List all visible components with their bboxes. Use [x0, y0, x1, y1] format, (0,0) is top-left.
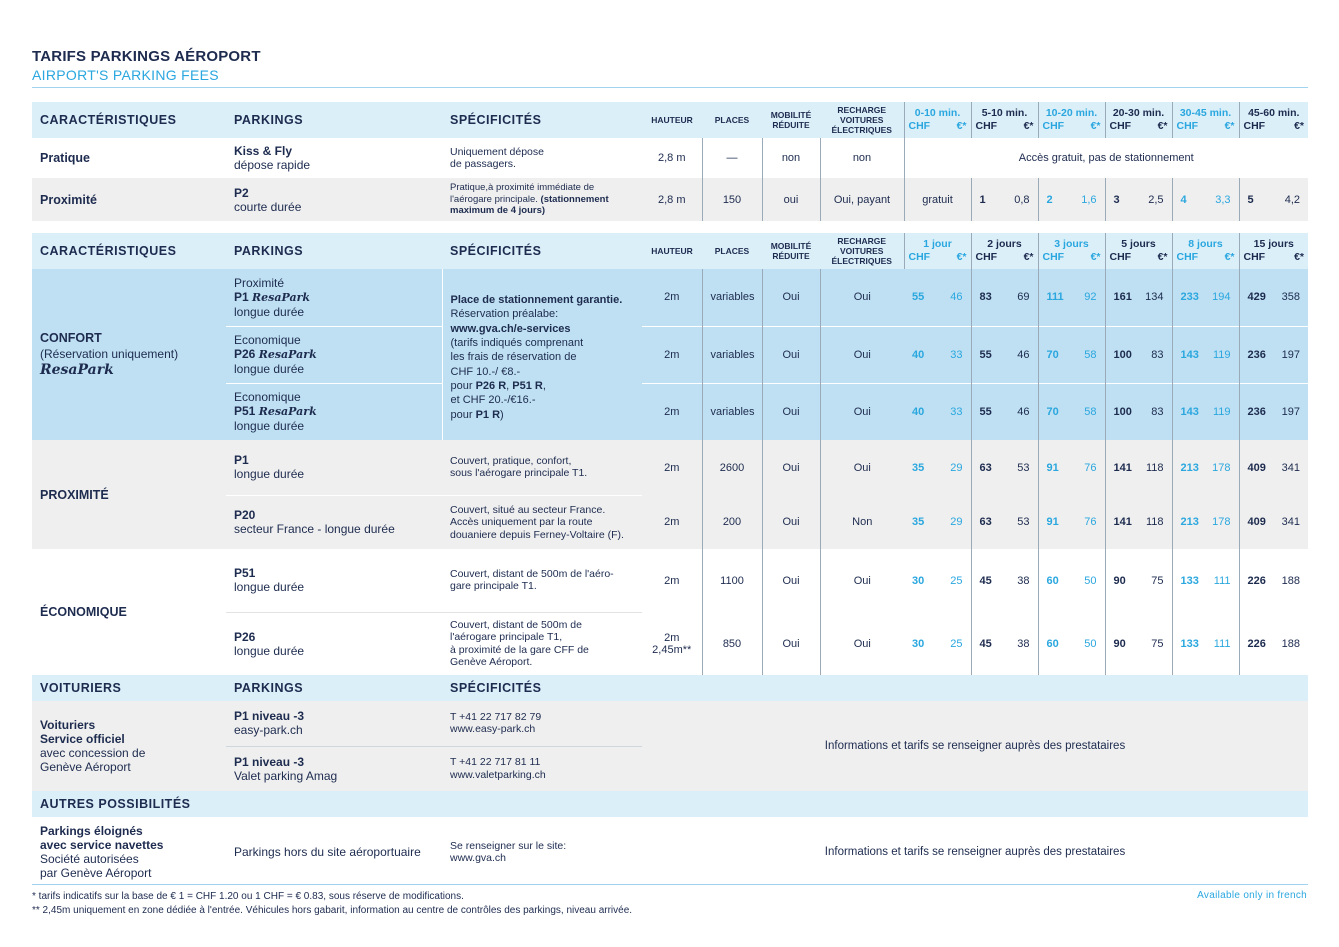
mobilite-cell: Oui — [762, 495, 820, 549]
recharge-cell: Oui — [820, 612, 904, 675]
header-specificites: SPÉCIFICITÉS — [442, 102, 642, 138]
table-row — [32, 178, 1308, 221]
period-header: 10-20 min. CHF €* — [1038, 102, 1105, 138]
table-row — [32, 701, 1308, 746]
price-cell: 4 3,3 — [1172, 178, 1239, 221]
row-spec: Couvert, distant de 500m de l'aéro- gare principale T1. — [442, 549, 642, 612]
mobilite-cell: Oui — [762, 269, 820, 326]
price-cell: 60 50 — [1038, 549, 1105, 612]
row-category: Pratique — [32, 138, 226, 178]
header-parkings: PARKINGS — [226, 102, 442, 138]
header-mobilite: MOBILITÉ RÉDUITE — [762, 102, 820, 138]
price-cell: 133 111 — [1172, 549, 1239, 612]
price-cell: 83 69 — [971, 269, 1038, 326]
price-cell: 236 197 — [1239, 383, 1308, 440]
voituriers-info: Informations et tarifs se renseigner auprès des prestataires — [642, 701, 1308, 791]
row-spec: Pratique,à proximité immédiate de l'aérogare principale. (stationnement maximum de 4 jours) — [442, 178, 642, 221]
header-specificites: SPÉCIFICITÉS — [442, 233, 642, 269]
row-parking: Economique P26 ResaPark longue durée — [226, 326, 442, 383]
price-cell: 63 53 — [971, 440, 1038, 495]
voituriers-category: Voituriers Service officiel avec concession de Genève Aéroport — [32, 701, 226, 791]
period-header: 5 jours CHF €* — [1105, 233, 1172, 269]
recharge-cell: Oui, payant — [820, 178, 904, 221]
row-parking: P1 niveau -3 Valet parking Amag — [226, 746, 442, 791]
header-parkings: PARKINGS — [226, 233, 442, 269]
price-cell: 35 29 — [904, 440, 971, 495]
recharge-cell: Non — [820, 495, 904, 549]
places-cell: 1100 — [702, 549, 762, 612]
table-header-row — [32, 102, 1308, 138]
mobilite-cell: non — [762, 138, 820, 178]
row-spec: Uniquement dépose de passagers. — [442, 138, 642, 178]
price-cell: 70 58 — [1038, 383, 1105, 440]
price-cell: 30 25 — [904, 612, 971, 675]
mobilite-cell: Oui — [762, 440, 820, 495]
price-cell: gratuit — [904, 178, 971, 221]
autres-info: Informations et tarifs se renseigner auprès des prestataires — [642, 817, 1308, 887]
price-cell: 45 38 — [971, 549, 1038, 612]
price-cell: 429 358 — [1239, 269, 1308, 326]
footnote-2: ** 2,45m uniquement en zone dédiée à l'entrée. Véhicules hors gabarit, information au centre de contrôles des parkings, niveau arrivée. — [32, 905, 633, 916]
price-cell: 60 50 — [1038, 612, 1105, 675]
row-parking: Kiss & Fly dépose rapide — [226, 138, 442, 178]
header-voituriers: VOITURIERS — [32, 675, 226, 701]
row-spec: Couvert, distant de 500m de l'aérogare principale T1, à proximité de la gare CFF de Genève Aéroport. — [442, 612, 642, 675]
header-hauteur: HAUTEUR — [642, 102, 702, 138]
price-cell: 161 134 — [1105, 269, 1172, 326]
price-cell: 213 178 — [1172, 440, 1239, 495]
table-row — [32, 817, 1308, 887]
header-recharge: RECHARGE VOITURES ÉLECTRIQUES — [820, 102, 904, 138]
price-cell: 236 197 — [1239, 326, 1308, 383]
hauteur-cell: 2,8 m — [642, 178, 702, 221]
row-spec: Se renseigner sur le site: www.gva.ch — [442, 817, 642, 887]
price-cell: 2 1,6 — [1038, 178, 1105, 221]
places-cell: variables — [702, 269, 762, 326]
places-cell: 200 — [702, 495, 762, 549]
price-cell: 226 188 — [1239, 549, 1308, 612]
period-header: 2 jours CHF €* — [971, 233, 1038, 269]
period-header: 20-30 min. CHF €* — [1105, 102, 1172, 138]
hauteur-cell: 2m — [642, 326, 702, 383]
hauteur-cell: 2m — [642, 383, 702, 440]
price-cell: 133 111 — [1172, 612, 1239, 675]
confort-category: CONFORT (Réservation uniquement) ResaPark — [32, 269, 226, 440]
hauteur-cell: 2m — [642, 549, 702, 612]
footer-divider — [32, 884, 1308, 885]
price-cell: 100 83 — [1105, 326, 1172, 383]
places-cell: variables — [702, 326, 762, 383]
header-mobilite: MOBILITÉ RÉDUITE — [762, 233, 820, 269]
period-header: 1 jour CHF €* — [904, 233, 971, 269]
proximite-category: PROXIMITÉ — [32, 440, 226, 549]
header-hauteur: HAUTEUR — [642, 233, 702, 269]
price-cell: 213 178 — [1172, 495, 1239, 549]
price-cell: 226 188 — [1239, 612, 1308, 675]
price-cell: 40 33 — [904, 383, 971, 440]
economique-category: ÉCONOMIQUE — [32, 549, 226, 675]
price-cell: 90 75 — [1105, 549, 1172, 612]
row-parking: P51 longue durée — [226, 549, 442, 612]
footnote-1: * tarifs indicatifs sur la base de € 1 = CHF 1.20 ou 1 CHF = € 0.83, sous réserve de modifications. — [32, 891, 464, 902]
row-spec: T +41 22 717 81 11 www.valetparking.ch — [442, 746, 642, 791]
row-parking: P2 courte durée — [226, 178, 442, 221]
places-cell: 150 — [702, 178, 762, 221]
price-cell: 409 341 — [1239, 440, 1308, 495]
row-category: Proximité — [32, 178, 226, 221]
recharge-cell: Oui — [820, 326, 904, 383]
price-cell: 55 46 — [971, 383, 1038, 440]
row-parking: P20 secteur France - longue durée — [226, 495, 442, 549]
header-places: PLACES — [702, 233, 762, 269]
hauteur-cell: 2m — [642, 269, 702, 326]
recharge-cell: Oui — [820, 549, 904, 612]
table-header-row — [32, 233, 1308, 269]
mobilite-cell: Oui — [762, 549, 820, 612]
table-row — [32, 269, 1308, 326]
price-cell: 45 38 — [971, 612, 1038, 675]
mobilite-cell: Oui — [762, 326, 820, 383]
recharge-cell: non — [820, 138, 904, 178]
hauteur-cell: 2,8 m — [642, 138, 702, 178]
price-cell: 35 29 — [904, 495, 971, 549]
price-cell: 233 194 — [1172, 269, 1239, 326]
price-cell: 63 53 — [971, 495, 1038, 549]
parking-fees-table — [32, 102, 1308, 887]
period-header: 3 jours CHF €* — [1038, 233, 1105, 269]
header-autres: AUTRES POSSIBILITÉS — [32, 791, 442, 817]
price-cell: 70 58 — [1038, 326, 1105, 383]
price-cell: 1 0,8 — [971, 178, 1038, 221]
row-note: Accès gratuit, pas de stationnement — [904, 138, 1308, 178]
price-cell: 111 92 — [1038, 269, 1105, 326]
page-subtitle: AIRPORT'S PARKING FEES — [32, 67, 219, 83]
price-cell: 409 341 — [1239, 495, 1308, 549]
mobilite-cell: oui — [762, 178, 820, 221]
row-spec: Couvert, pratique, confort, sous l'aérogare principale T1. — [442, 440, 642, 495]
price-cell: 40 33 — [904, 326, 971, 383]
recharge-cell: Oui — [820, 383, 904, 440]
price-cell: 100 83 — [1105, 383, 1172, 440]
row-parking: Proximité P1 ResaPark longue durée — [226, 269, 442, 326]
price-cell: 55 46 — [971, 326, 1038, 383]
row-spec: Couvert, situé au secteur France. Accès uniquement par la route douaniere depuis Ferney-Voltaire (F). — [442, 495, 642, 549]
places-cell: 2600 — [702, 440, 762, 495]
autres-header-row — [32, 791, 1308, 817]
row-parking: P1 niveau -3 easy-park.ch — [226, 701, 442, 746]
row-parking: Parkings hors du site aéroportuaire — [226, 817, 442, 887]
price-cell: 91 76 — [1038, 440, 1105, 495]
header-caracteristiques: CARACTÉRISTIQUES — [32, 233, 226, 269]
price-cell: 143 119 — [1172, 383, 1239, 440]
places-cell: variables — [702, 383, 762, 440]
mobilite-cell: Oui — [762, 383, 820, 440]
row-spec: T +41 22 717 82 79 www.easy-park.ch — [442, 701, 642, 746]
spacer — [32, 221, 1308, 233]
table-row — [32, 440, 1308, 495]
period-header: 15 jours CHF €* — [1239, 233, 1308, 269]
price-cell: 143 119 — [1172, 326, 1239, 383]
page-title: TARIFS PARKINGS AÉROPORT — [32, 48, 261, 65]
row-parking: Economique P51 ResaPark longue durée — [226, 383, 442, 440]
voituriers-header-row — [32, 675, 1308, 701]
price-cell: 5 4,2 — [1239, 178, 1308, 221]
recharge-cell: Oui — [820, 269, 904, 326]
period-header: 45-60 min. CHF €* — [1239, 102, 1308, 138]
period-header: 8 jours CHF €* — [1172, 233, 1239, 269]
row-parking: P1 longue durée — [226, 440, 442, 495]
hauteur-cell: 2m — [642, 495, 702, 549]
price-cell: 91 76 — [1038, 495, 1105, 549]
row-parking: P26 longue durée — [226, 612, 442, 675]
table-row — [32, 138, 1308, 178]
available-note: Available only in french — [1197, 890, 1307, 901]
title-divider — [32, 87, 1308, 88]
price-cell: 141 118 — [1105, 495, 1172, 549]
hauteur-cell: 2m — [642, 440, 702, 495]
confort-spec: Place de stationnement garantie. Réservation préalabe: www.gva.ch/e-services (tarifs indiqués comprenant les frais de réservation de CHF 10.-/ €8.- pour P26 R, P51 R, et CHF 20.-/€16.- pour P1 R) — [442, 269, 642, 440]
header-parkings: PARKINGS — [226, 675, 442, 701]
period-header: 0-10 min. CHF €* — [904, 102, 971, 138]
price-cell: 55 46 — [904, 269, 971, 326]
places-cell: 850 — [702, 612, 762, 675]
header-places: PLACES — [702, 102, 762, 138]
header-caracteristiques: CARACTÉRISTIQUES — [32, 102, 226, 138]
recharge-cell: Oui — [820, 440, 904, 495]
table-row — [32, 549, 1308, 612]
period-header: 30-45 min. CHF €* — [1172, 102, 1239, 138]
header-specificites: SPÉCIFICITÉS — [442, 675, 642, 701]
price-cell: 90 75 — [1105, 612, 1172, 675]
hauteur-cell: 2m 2,45m** — [642, 612, 702, 675]
places-cell: — — [702, 138, 762, 178]
price-cell: 3 2,5 — [1105, 178, 1172, 221]
period-header: 5-10 min. CHF €* — [971, 102, 1038, 138]
header-recharge: RECHARGE VOITURES ÉLECTRIQUES — [820, 233, 904, 269]
autres-category: Parkings éloignés avec service navettes Société autorisées par Genève Aéroport — [32, 817, 226, 887]
price-cell: 30 25 — [904, 549, 971, 612]
price-cell: 141 118 — [1105, 440, 1172, 495]
mobilite-cell: Oui — [762, 612, 820, 675]
